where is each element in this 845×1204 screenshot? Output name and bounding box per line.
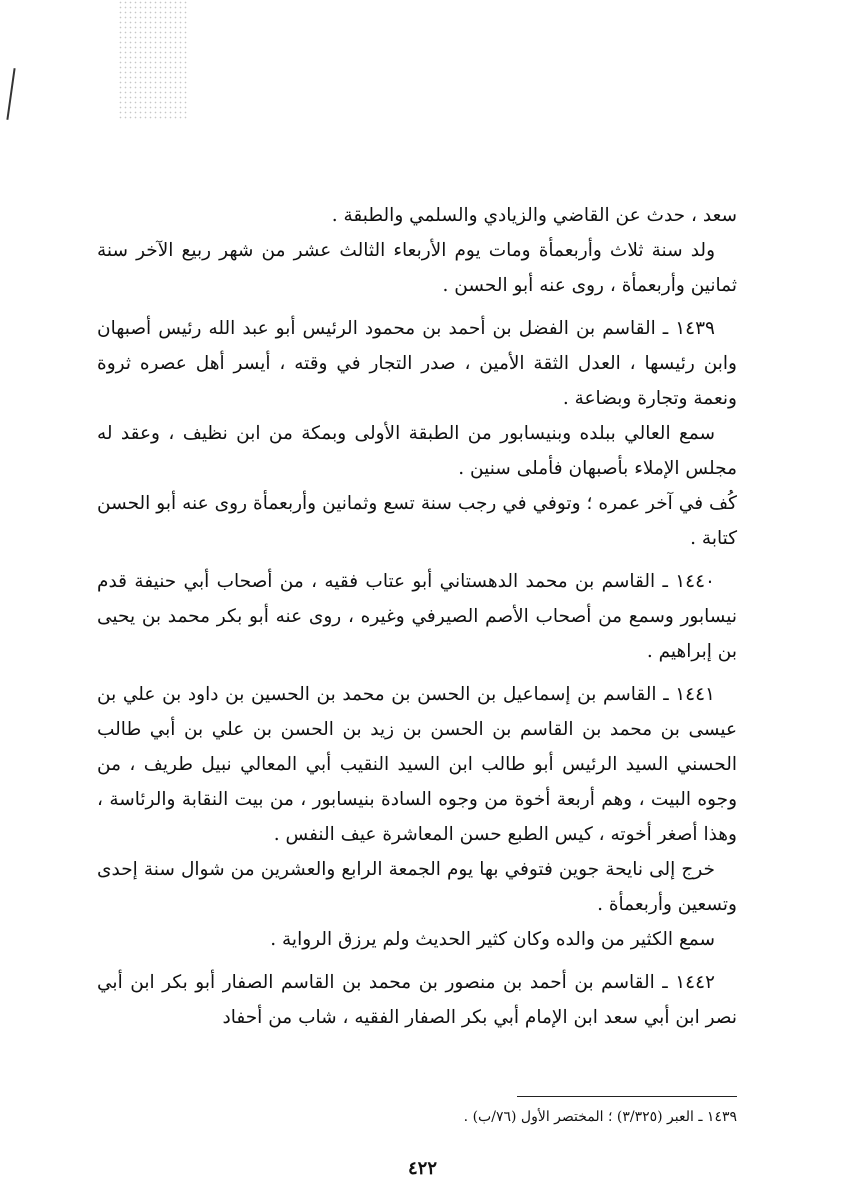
paragraph: خرج إلى نايحة جوين فتوفي بها يوم الجمعة الرابع والعشرين من شوال سنة إحدى وتسعين وأربعمأة . [97, 859, 737, 915]
scan-mark [6, 68, 15, 120]
entry-1440: ١٤٤٠ ـ القاسم بن محمد الدهستاني أبو عتاب فقيه ، من أصحاب أبي حنيفة قدم نيسابور وسمع من أصحاب الأصم الصيرفي وغيره ، روى عنه أبو بكر محمد بن يحيى بن إبراهيم . [97, 571, 737, 662]
paragraph: كُف في آخر عمره ؛ وتوفي في رجب سنة تسع وثمانين وأربعمأة روى عنه أبو الحسن كتابة . [97, 493, 737, 549]
paragraph: سعد ، حدث عن القاضي والزيادي والسلمي والطبقة . [331, 205, 737, 226]
entry-1442: ١٤٤٢ ـ القاسم بن أحمد بن منصور بن محمد بن القاسم الصفار أبو بكر ابن أبي نصر ابن أبي سعد ابن الإمام أبي بكر الصفار الفقيه ، شاب من أحفاد [97, 972, 737, 1028]
paragraph: سمع الكثير من والده وكان كثير الحديث ولم يرزق الرواية . [270, 929, 715, 950]
footnote-divider [517, 1096, 737, 1097]
entry-1441: ١٤٤١ ـ القاسم بن إسماعيل بن الحسن بن محمد بن الحسين بن داود بن علي بن عيسى بن محمد بن القاسم بن الحسن بن زيد بن الحسن بن علي بن أبي طالب الحسني السيد الرئيس أبو طالب ابن السيد النقيب أبي المعالي نبيل طريف ، من وجوه البيت ، وهم أربعة أخوة من وجوه السادة بنيسابور ، من بيت النقابة والرئاسة ، وهذا أصغر أخوته ، كيس الطبع حسن المعاشرة عيف النفس . [97, 684, 737, 845]
main-text [97, 198, 737, 1035]
scan-speckle [118, 0, 188, 120]
paragraph: ولد سنة ثلاث وأربعمأة ومات يوم الأربعاء الثالث عشر من شهر ربيع الآخر سنة ثمانين وأربعمأة ، روى عنه أبو الحسن . [97, 240, 737, 296]
page-number: ٤٢٢ [407, 1158, 437, 1179]
paragraph: سمع العالي ببلده وبنيسابور من الطبقة الأولى وبمكة من ابن نظيف ، وعقد له مجلس الإملاء بأصبهان فأملى سنين . [97, 423, 737, 479]
entry-1439: ١٤٣٩ ـ القاسم بن الفضل بن أحمد بن محمود الرئيس أبو عبد الله رئيس أصبهان وابن رئيسها ، العدل الثقة الأمين ، صدر التجار في وقته ، أيسر أهل عصره ثروة ونعمة وتجارة وبضاعة . [97, 318, 737, 409]
footnote: ١٤٣٩ ـ العبر (٣/٣٢٥) ؛ المختصر الأول (٧٦/ب) . [463, 1109, 737, 1125]
